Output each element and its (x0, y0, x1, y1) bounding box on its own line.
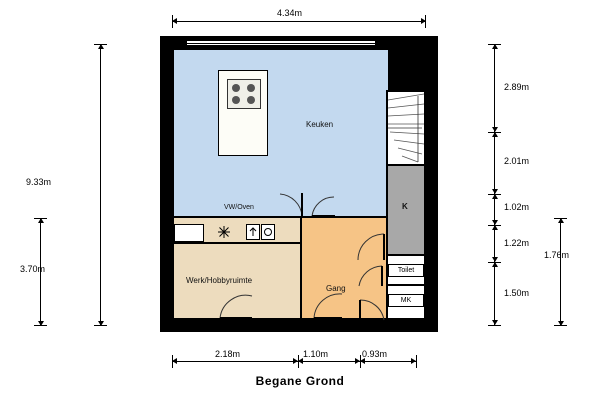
dim-right-stack (482, 44, 542, 326)
door-front-entry (358, 298, 386, 322)
window-top (186, 40, 376, 46)
wall-h-toilet-mk (388, 284, 424, 286)
door-gang-k (356, 232, 386, 262)
dim-bottom-3-text: 0.93m (362, 349, 388, 359)
sink-icon (216, 224, 232, 240)
wall-h-trap-k (388, 164, 424, 166)
dim-right-3-text: 1.02m (504, 202, 530, 212)
dim-bottom (170, 349, 430, 370)
kitchen-island (218, 70, 268, 156)
label-keuken: Keuken (306, 120, 334, 129)
dim-right-5-text: 1.50m (504, 288, 530, 298)
dim-left-outer-text: 9.33m (26, 177, 52, 187)
dim-bottom-2-text: 1.10m (303, 349, 329, 359)
dim-right-1-text: 2.89m (504, 82, 530, 92)
door-werk-exterior (218, 294, 254, 320)
dim-left-inner (20, 218, 58, 326)
dim-right-outer (544, 218, 592, 326)
room-k (388, 166, 424, 256)
stairs-icon (388, 92, 424, 164)
dim-right-2-text: 2.01m (504, 156, 530, 166)
door-gang-hall (310, 196, 336, 218)
wall-h-counter (174, 242, 302, 244)
label-toilet: Toilet (388, 264, 424, 277)
dim-left-inner-text: 3.70m (20, 264, 46, 274)
dim-top (172, 8, 426, 30)
label-k: K (402, 202, 408, 211)
dim-right-outer-text: 1.76m (544, 250, 570, 260)
label-mk: MK (388, 294, 424, 307)
label-vw-oven: VW/Oven (224, 204, 254, 211)
sink-unit (174, 224, 204, 242)
dim-right-4-text: 1.22m (504, 238, 530, 248)
door-toilet (356, 264, 384, 288)
dim-top-text: 4.34m (277, 8, 303, 18)
stove-icon (227, 79, 261, 109)
door-gang-exterior (312, 292, 344, 320)
label-werk: Werk/Hobbyruimte (186, 276, 253, 285)
floor-plan (160, 36, 438, 332)
dim-bottom-1-text: 2.18m (215, 349, 241, 359)
wall-h-k-toilet (388, 254, 424, 256)
label-gang: Gang (326, 284, 346, 293)
oven-dishwasher-icon (246, 224, 276, 240)
wall-v-gang (300, 216, 302, 318)
door-keuken-gang (278, 192, 304, 218)
plan-caption: Begane Grond (255, 374, 345, 388)
